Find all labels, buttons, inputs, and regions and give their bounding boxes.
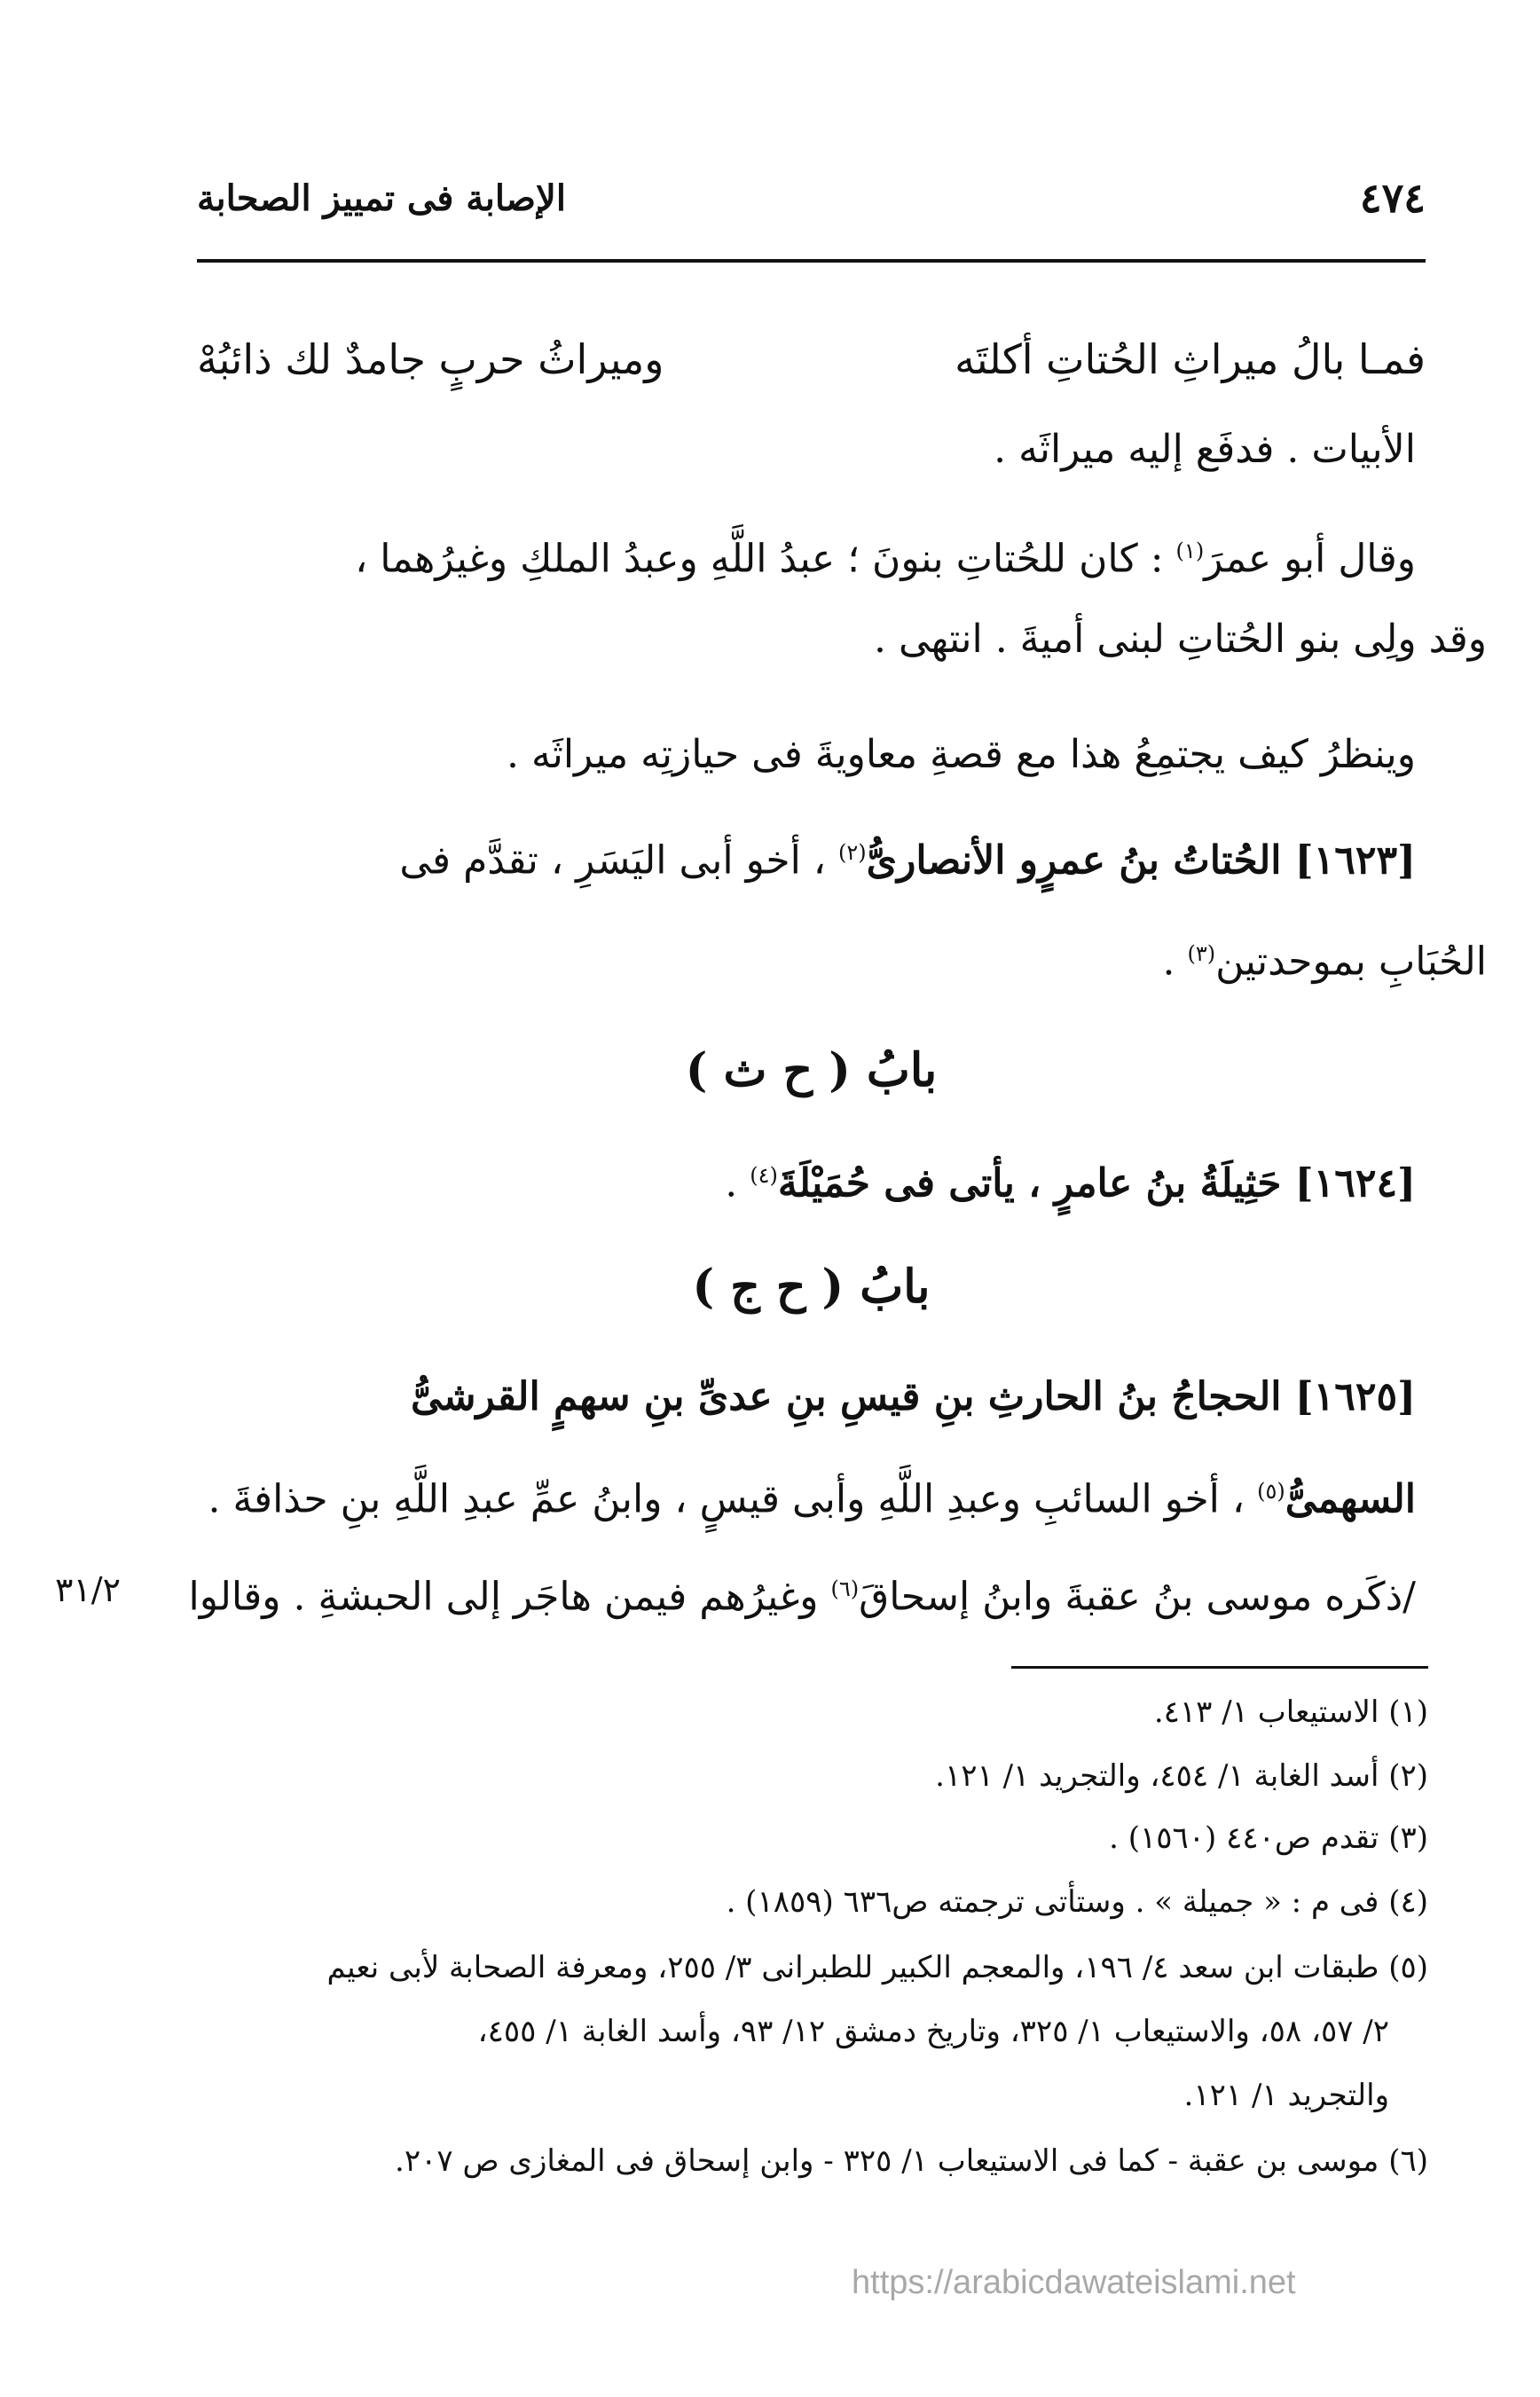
footnote-5: (٥) طبقات ابن سعد ٤/ ١٩٦، والمعجم الكبير للطبرانى ٣/ ٢٥٥، ومعرفة الصحابة لأبى نعيم [326,1950,1428,1985]
verse-first-hemistich: فمـا بالُ ميراثِ الحُتاتِ أكلتَه [955,335,1426,383]
footnote-ref-5: (٥) [1257,1479,1285,1504]
entry-1623-line2 [197,914,1487,1002]
footnote-5-cont-1: ٢/ ٥٧، ٥٨، والاستيعاب ١/ ٣٢٥، وتاريخ دمشق ١٢/ ٩٣، وأسد الغابة ١/ ٤٥٥، [477,2014,1389,2049]
abu-umar-text-b: : كان للحُتاتِ بنونَ ؛ عبدُ اللَّهِ وعبدُ الملكِ وغيرُهما ، [355,536,1176,582]
entry-1624-end: . [725,1160,750,1206]
page-number: ٤٧٤ [1359,174,1426,222]
running-title: الإصابة فى تمييز الصحابة [197,177,566,219]
footnote-rule [1011,1666,1428,1669]
margin-note: ٣١/٢ [54,1570,121,1609]
text-line-yunzar: وينظرُ كيف يجتمِعُ هذا مع قصةِ معاويةَ فى حيازتِه ميراثَه . [507,732,1416,777]
entry-1625-line3-a: /ذكَره موسى بنُ عقبةَ وابنُ إسحاقَ [859,1574,1416,1620]
text-line-abu-umar [197,511,1416,600]
entry-1625-sahmi: السهمىُّ [1285,1476,1416,1522]
entry-1625-line3-b: وغيرُهم فيمن هاجَر إلى الحبشةِ . وقالوا [188,1574,831,1620]
footnote-2: (٢) أسد الغابة ١/ ٤٥٤، والتجريد ١/ ١٢١. [935,1758,1428,1794]
text-line-abyat: الأبيات . فدفَع إليه ميراثَه . [994,427,1416,472]
entry-1624 [197,1136,1416,1224]
entry-1623 [197,813,1416,901]
entry-1625-line3 [188,1549,1416,1638]
entry-1623-end: . [1162,939,1188,985]
header-rule [197,259,1426,263]
footnote-4: (٤) فى م : « جميلة » . وستأتى ترجمته ص٦٣٦ (١٨٥٩) . [726,1884,1428,1920]
section-heading-ha-jim: بابُ ( ح ج ) [692,1260,931,1314]
footnote-ref-6: (٦) [830,1576,860,1601]
footnote-ref-4: (٤) [750,1163,778,1188]
section-heading-ha-tha: بابُ ( ح ث ) [685,1043,938,1097]
entry-1625-line2 [197,1451,1416,1540]
entry-1623-text: ، أخو أبى اليَسَرِ ، تقدَّم فى [399,837,826,884]
footnote-ref-1: (١) [1175,538,1205,563]
page-header [197,167,1426,229]
text-line-wali: وقد ولِى بنو الحُتاتِ لبنى أميةَ . انتهى . [874,617,1487,662]
entry-1625-text: ، أخو السائبِ وعبدِ اللَّهِ وأبى قيسٍ ، وابنُ عمِّ عبدِ اللَّهِ بنِ حذافةَ . [208,1476,1258,1522]
entry-1623-title: [١٦٢٣] الحُتاتُ بنُ عمرٍو الأنصارىُّ [866,837,1416,884]
entry-1624-title: [١٦٢٤] حَثِيلَةُ بنُ عامرٍ ، يأتى فى حُمَيْلَةَ [777,1160,1416,1206]
entry-1623-line2-text: الحُبَابِ بموحدتين [1215,939,1487,985]
footnote-6: (٦) موسى بن عقبة - كما فى الاستيعاب ١/ ٣٢٥ - وابن إسحاق فى المغازى ص ٢٠٧. [395,2143,1428,2179]
footnote-3: (٣) تقدم ص٤٤٠ (١٥٦٠) . [1109,1820,1428,1856]
verse-second-hemistich: وميراثُ حربٍ جامدٌ لك ذائبُهْ [197,335,664,383]
entry-1625-title: [١٦٢٥] الحجاجُ بنُ الحارثِ بنِ قيسِ بنِ عدىِّ بنِ سهمٍ القرشىُّ [410,1374,1416,1419]
footnote-ref-3: (٣) [1187,941,1216,966]
footnote-1: (١) الاستيعاب ١/ ٤١٣. [1153,1694,1428,1730]
poetry-verse [197,319,1426,399]
watermark-url: https://arabicdawateislami.net [852,2264,1296,2301]
footnote-5-cont-2: والتجريد ١/ ١٢١. [1183,2078,1389,2113]
abu-umar-text-a: وقال أبو عمرَ [1204,536,1416,582]
footnote-ref-2: (٢) [837,840,867,865]
